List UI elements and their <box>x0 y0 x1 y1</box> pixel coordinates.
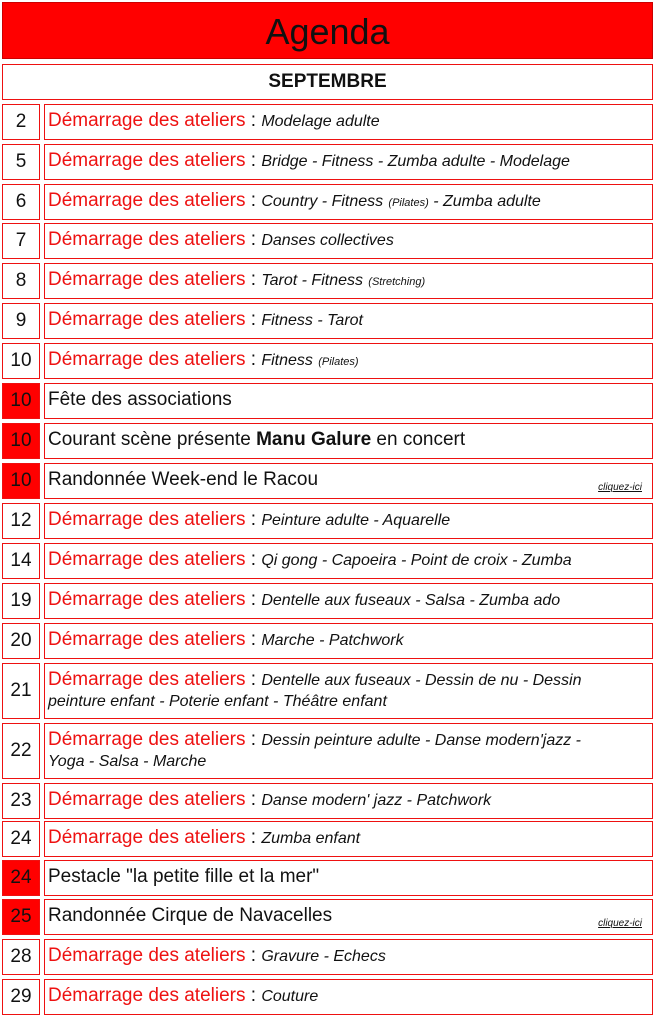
entry-note: (Pilates) <box>388 197 429 209</box>
entry-details-extra: peinture enfant - Poterie enfant - Théâtre enfant <box>48 693 387 710</box>
day-cell: 20 <box>2 623 40 659</box>
details-link[interactable]: cliquez-ici <box>598 482 642 493</box>
event-title-end: en concert <box>371 429 466 450</box>
entry-colon: : <box>245 669 262 690</box>
agenda-row <box>2 860 653 896</box>
agenda-row <box>2 383 653 419</box>
entry-cell <box>44 783 653 819</box>
agenda-row <box>2 263 653 299</box>
entry-label: Démarrage des ateliers <box>48 309 246 330</box>
entry-cell <box>44 503 653 539</box>
agenda-row <box>2 104 653 140</box>
agenda-title-bar <box>2 2 653 59</box>
entry-cell <box>44 821 653 857</box>
entry-cell <box>44 423 653 459</box>
day-cell-highlight: 10 <box>2 423 40 459</box>
day-cell: 7 <box>2 223 40 259</box>
entry-cell <box>44 383 653 419</box>
day-cell: 12 <box>2 503 40 539</box>
entry-details: Dentelle aux fuseaux - Salsa - Zumba ado <box>261 592 561 609</box>
entry-label: Démarrage des ateliers <box>48 789 246 810</box>
entry-cell <box>44 184 653 220</box>
agenda-row <box>2 184 653 220</box>
agenda-row <box>2 144 653 180</box>
agenda-row <box>2 623 653 659</box>
entry-details: Marche - Patchwork <box>261 632 404 649</box>
day-cell: 10 <box>2 343 40 379</box>
entry-label: Démarrage des ateliers <box>48 549 246 570</box>
entry-details: Bridge - Fitness - Zumba adulte - Modelage <box>261 153 570 170</box>
entry-details: Dessin peinture adulte - Danse modern'jazz - <box>261 732 581 749</box>
day-cell-highlight: 25 <box>2 899 40 935</box>
day-cell: 22 <box>2 723 40 779</box>
event-title: Randonnée Week-end le Racou <box>48 469 319 490</box>
entry-cell <box>44 543 653 579</box>
agenda-row <box>2 423 653 459</box>
entry-colon: : <box>245 789 262 810</box>
entry-colon: : <box>245 509 262 530</box>
day-cell: 28 <box>2 939 40 975</box>
event-title: Courant scène présente <box>48 429 257 450</box>
day-cell-highlight: 10 <box>2 383 40 419</box>
entry-label: Démarrage des ateliers <box>48 509 246 530</box>
entry-colon: : <box>245 985 262 1006</box>
entry-colon: : <box>245 190 262 211</box>
entry-label: Démarrage des ateliers <box>48 229 246 250</box>
entry-details: Gravure - Echecs <box>261 948 386 965</box>
agenda-row <box>2 463 653 499</box>
entry-colon: : <box>245 589 262 610</box>
agenda-row <box>2 979 653 1015</box>
agenda-row <box>2 583 653 619</box>
agenda-row <box>2 343 653 379</box>
entry-colon: : <box>245 629 262 650</box>
entry-details-extra: - Zumba adulte <box>428 193 541 210</box>
entry-colon: : <box>245 229 262 250</box>
entry-details: Danses collectives <box>261 232 394 249</box>
entry-colon: : <box>245 549 262 570</box>
event-title: Pestacle "la petite fille et la mer" <box>48 866 320 887</box>
day-cell: 5 <box>2 144 40 180</box>
month-header: SEPTEMBRE <box>2 64 653 100</box>
entry-label: Démarrage des ateliers <box>48 729 246 750</box>
day-cell: 24 <box>2 821 40 857</box>
entry-label: Démarrage des ateliers <box>48 629 246 650</box>
day-cell-highlight: 10 <box>2 463 40 499</box>
day-cell: 9 <box>2 303 40 339</box>
entry-label: Démarrage des ateliers <box>48 985 246 1006</box>
entry-details: Couture <box>261 988 319 1005</box>
agenda-row <box>2 899 653 935</box>
agenda-row <box>2 543 653 579</box>
entry-cell <box>44 723 653 779</box>
entry-colon: : <box>245 269 262 290</box>
agenda-row <box>2 503 653 539</box>
entry-details-extra: Yoga - Salsa - Marche <box>48 753 207 770</box>
agenda-row <box>2 723 653 779</box>
entry-details: Danse modern' jazz - Patchwork <box>261 792 492 809</box>
entry-cell <box>44 104 653 140</box>
entry-cell <box>44 939 653 975</box>
entry-colon: : <box>245 349 262 370</box>
event-artist: Manu Galure <box>256 429 372 450</box>
entry-cell <box>44 979 653 1015</box>
entry-label: Démarrage des ateliers <box>48 349 246 370</box>
entry-cell <box>44 144 653 180</box>
entry-cell <box>44 343 653 379</box>
entry-details: Fitness - Tarot <box>261 312 363 329</box>
entry-details: Dentelle aux fuseaux - Dessin de nu - Dessin <box>261 672 582 689</box>
agenda-row <box>2 223 653 259</box>
entry-details: Modelage adulte <box>261 113 380 130</box>
entry-details: Tarot - Fitness <box>261 272 363 289</box>
entry-cell <box>44 463 653 499</box>
entry-details: Peinture adulte - Aquarelle <box>261 512 451 529</box>
agenda-row <box>2 939 653 975</box>
day-cell: 19 <box>2 583 40 619</box>
entry-cell <box>44 223 653 259</box>
day-cell: 29 <box>2 979 40 1015</box>
entry-label: Démarrage des ateliers <box>48 827 246 848</box>
entry-details: Fitness <box>261 352 313 369</box>
agenda-row <box>2 303 653 339</box>
entry-colon: : <box>245 827 262 848</box>
entry-cell <box>44 899 653 935</box>
entry-colon: : <box>245 309 262 330</box>
entry-colon: : <box>245 150 262 171</box>
agenda-row <box>2 783 653 819</box>
entry-colon: : <box>245 110 262 131</box>
day-cell: 14 <box>2 543 40 579</box>
day-cell: 23 <box>2 783 40 819</box>
entry-cell <box>44 663 653 719</box>
day-cell: 6 <box>2 184 40 220</box>
agenda-row <box>2 663 653 719</box>
entry-note: (Stretching) <box>368 276 426 288</box>
entry-colon: : <box>245 729 262 750</box>
entry-label: Démarrage des ateliers <box>48 150 246 171</box>
day-cell: 8 <box>2 263 40 299</box>
entry-cell <box>44 860 653 896</box>
entry-label: Démarrage des ateliers <box>48 589 246 610</box>
event-title: Fête des associations <box>48 389 232 410</box>
entry-details: Qi gong - Capoeira - Point de croix - Zumba <box>261 552 572 569</box>
day-cell-highlight: 24 <box>2 860 40 896</box>
event-title: Randonnée Cirque de Navacelles <box>48 905 333 926</box>
entry-note: (Pilates) <box>318 356 359 368</box>
entry-cell <box>44 263 653 299</box>
entry-details: Zumba enfant <box>261 830 361 847</box>
day-cell: 21 <box>2 663 40 719</box>
entry-colon: : <box>245 945 262 966</box>
entry-cell <box>44 623 653 659</box>
entry-label: Démarrage des ateliers <box>48 110 246 131</box>
day-cell: 2 <box>2 104 40 140</box>
agenda-row <box>2 821 653 857</box>
entry-details: Country - Fitness <box>261 193 384 210</box>
details-link[interactable]: cliquez-ici <box>598 918 642 929</box>
entry-cell <box>44 583 653 619</box>
entry-label: Démarrage des ateliers <box>48 945 246 966</box>
page-title: Agenda <box>265 11 390 52</box>
entry-label: Démarrage des ateliers <box>48 269 246 290</box>
entry-label: Démarrage des ateliers <box>48 190 246 211</box>
entry-cell <box>44 303 653 339</box>
entry-label: Démarrage des ateliers <box>48 669 246 690</box>
